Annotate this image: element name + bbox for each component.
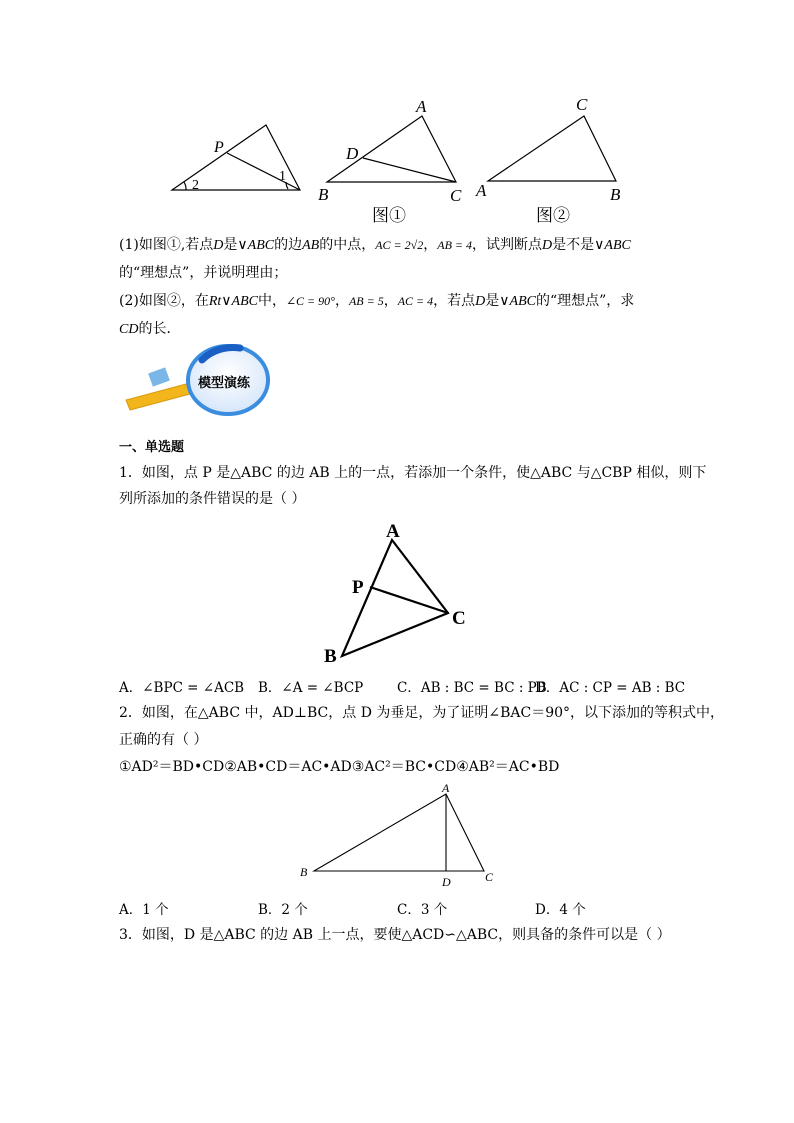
q2-option-d[interactable]: D．4 个 <box>535 902 586 918</box>
q2-option-c[interactable]: C．3 个 <box>397 902 448 918</box>
fig2-label-b: B <box>610 185 621 204</box>
fig-left-label-1: 1 <box>279 169 286 184</box>
figure-2-triangle <box>488 116 616 181</box>
q2-line2: 正确的有（ ） <box>119 732 208 748</box>
fig-left-label-p: P <box>214 139 224 156</box>
q2-fig-label-a: A <box>442 781 450 795</box>
model-practice-logo <box>120 340 280 418</box>
q1-line2: 列所添加的条件错误的是（ ） <box>119 491 306 507</box>
q1-option-c[interactable]: C．AB : BC = BC : PB <box>397 680 547 696</box>
fig2-label-a: A <box>476 181 487 200</box>
q1-option-d[interactable]: D．AC : CP = AB : BC <box>535 680 686 696</box>
book-icon <box>148 367 170 386</box>
problem-part2-line2: CD的长． <box>119 321 181 337</box>
q3-line1: 3．如图，D 是△ABC 的边 AB 上一点，要使△ACD∽△ABC，则具备的条件可以是（ ） <box>119 927 671 943</box>
q1-option-b[interactable]: B．∠A = ∠BCP <box>258 680 364 696</box>
q2-fig-label-d: D <box>442 875 451 889</box>
top-figures <box>0 0 794 235</box>
q2-fig-label-b: B <box>300 865 308 879</box>
fig2-caption: 图② <box>536 206 570 225</box>
q1-fig-label-b: B <box>324 646 337 667</box>
logo-text: 模型演练 <box>198 376 251 391</box>
section-title: 一、单选题 <box>119 440 185 455</box>
fig1-caption: 图① <box>372 206 406 225</box>
q2-line3: ①AD²＝BD•CD②AB•CD＝AC•AD③AC²＝BC•CD④AB²＝AC•BD <box>119 759 560 775</box>
problem-part1-line2: 的“理想点”，并说明理由； <box>119 265 288 281</box>
problem-part1-line1: (1)如图①,若点D是∨ABC的边AB的中点，AC = 2√2，AB = 4，试判断点D是不是∨ABC <box>119 237 631 253</box>
q2-figure <box>300 780 510 895</box>
q1-fig-label-a: A <box>386 521 400 542</box>
fig-left-label-2: 2 <box>192 178 199 193</box>
fig1-label-c: C <box>450 186 462 205</box>
q1-line1: 1．如图，点 P 是△ABC 的边 AB 上的一点，若添加一个条件，使△ABC 与△CBP 相似，则下 <box>119 465 707 481</box>
q2-fig-label-c: C <box>485 870 494 884</box>
fig2-label-c: C <box>576 95 588 114</box>
q2-option-a[interactable]: A．1 个 <box>119 902 169 918</box>
q1-figure <box>320 510 480 670</box>
q2-line1: 2．如图，在△ABC 中，AD⊥BC，点 D 为垂足，为了证明∠BAC＝90°，以下添加的等积式中， <box>119 705 725 721</box>
q1-fig-label-p: P <box>352 577 364 598</box>
fig1-label-b: B <box>318 185 329 204</box>
fig1-label-d: D <box>346 144 359 163</box>
fig1-label-a: A <box>416 97 427 116</box>
q1-fig-label-c: C <box>452 608 466 629</box>
problem-part2-line1: (2)如图②，在Rt∨ABC中，∠C = 90°，AB = 5，AC = 4，若点D是∨ABC的“理想点”，求 <box>119 293 635 309</box>
q1-option-a[interactable]: A．∠BPC = ∠ACB <box>119 680 245 696</box>
q2-option-b[interactable]: B．2 个 <box>258 902 308 918</box>
